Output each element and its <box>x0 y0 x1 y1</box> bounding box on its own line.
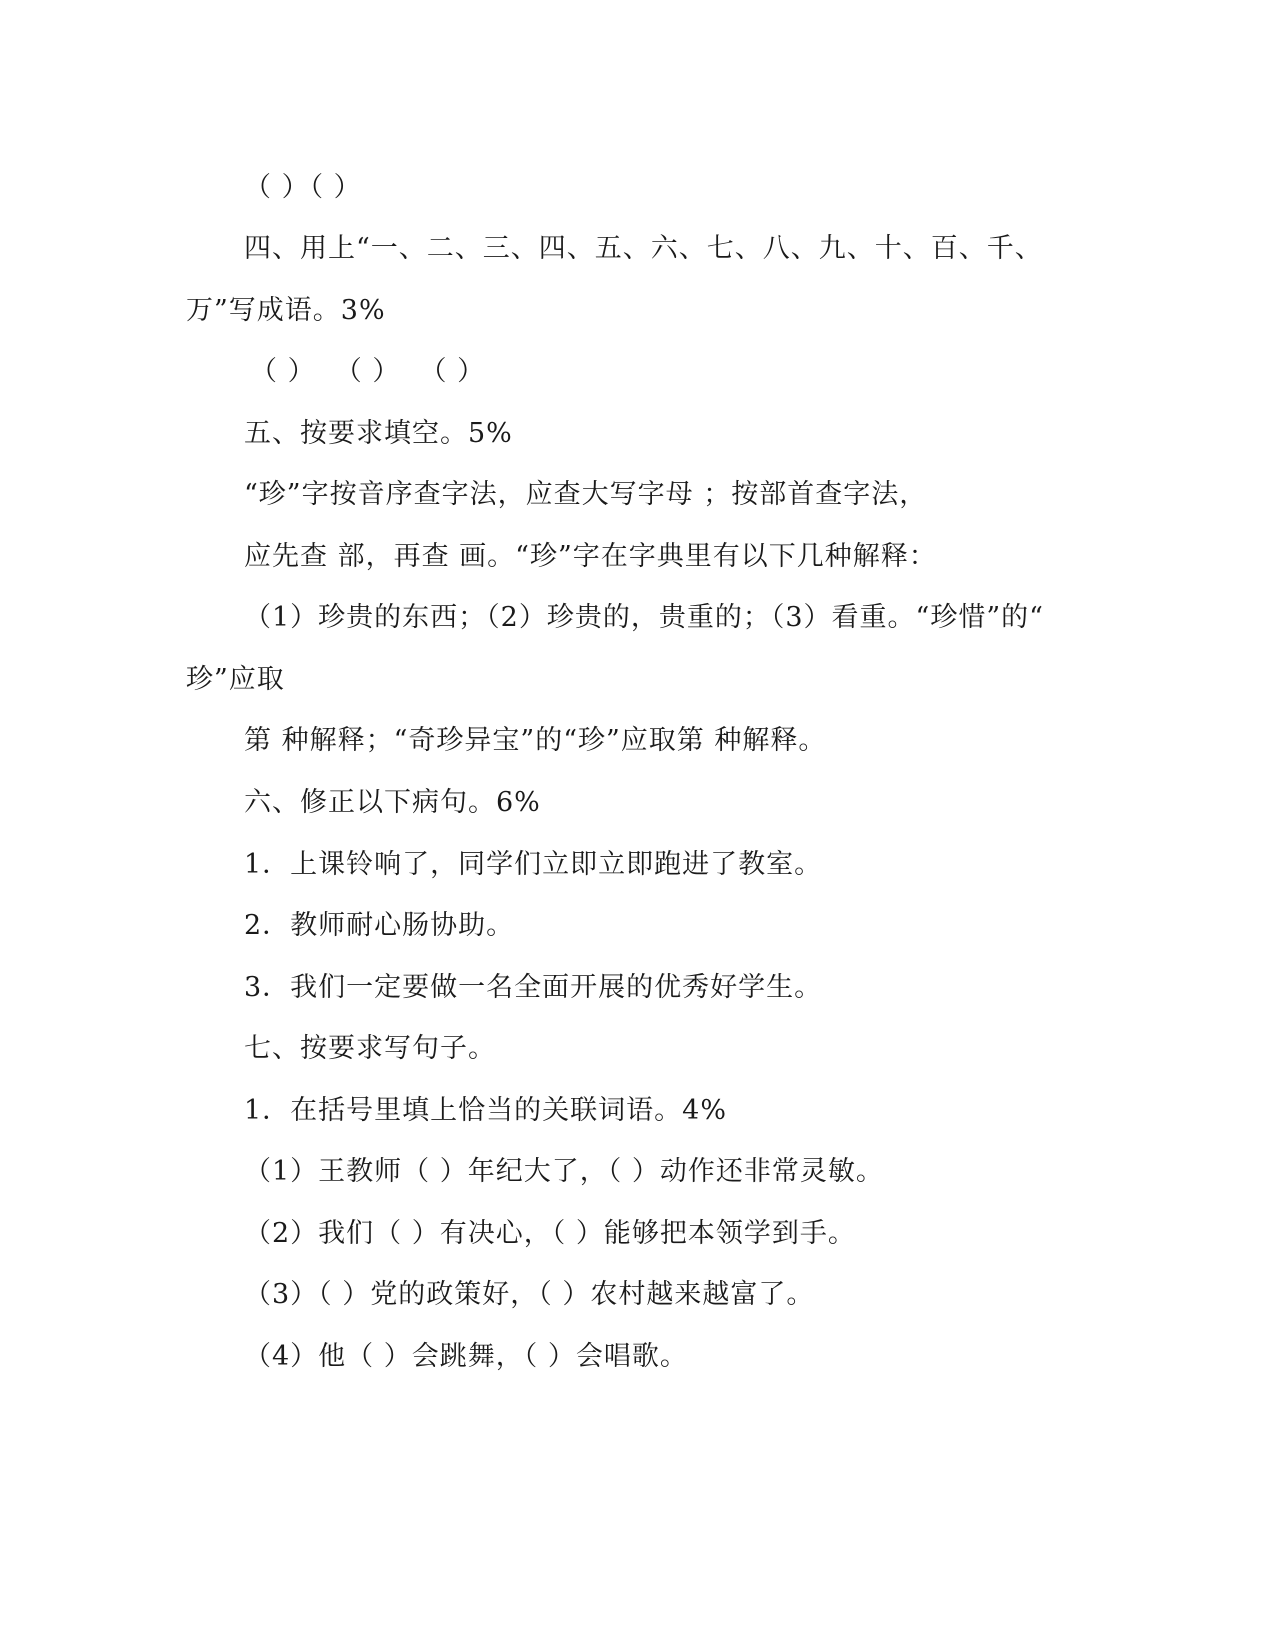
definitions-line: （1）珍贵的东西；（2）珍贵的，贵重的；（3）看重。“珍惜”的“ <box>244 602 1044 633</box>
conjunction-item-3: （3）（ ）党的政策好，（ ）农村越来越富了。 <box>244 1279 815 1310</box>
blank-brackets-line: （ ）（ ） <box>244 172 362 203</box>
section-six-heading: 六、修正以下病句。6% <box>244 787 541 818</box>
section-four-heading: 四、用上“一、二、三、四、五、六、七、八、九、十、百、千、 <box>244 233 1043 264</box>
sentence-item-2: 2．教师耐心肠协助。 <box>244 910 515 941</box>
sentence-item-1: 1．上课铃响了，同学们立即立即跑进了教室。 <box>244 849 823 880</box>
conjunction-task-heading: 1．在括号里填上恰当的关联词语。4% <box>244 1095 728 1126</box>
section-five-heading: 五、按要求填空。5% <box>244 418 513 449</box>
conjunction-item-4: （4）他（ ）会跳舞，（ ）会唱歌。 <box>244 1341 688 1372</box>
conjunction-item-2: （2）我们（ ）有决心，（ ）能够把本领学到手。 <box>244 1218 856 1249</box>
dictionary-question-line-2: 应先查 部，再查 画。“珍”字在字典里有以下几种解释： <box>244 541 937 572</box>
idiom-blanks-line: （ ） （ ） （ ） <box>250 356 486 387</box>
conjunction-item-1: （1）王教师（ ）年纪大了，（ ）动作还非常灵敏。 <box>244 1156 884 1187</box>
section-four-heading-cont: 万”写成语。3% <box>186 295 386 326</box>
definition-choice-line: 第 种解释；“奇珍异宝”的“珍”应取第 种解释。 <box>244 725 827 756</box>
section-seven-heading: 七、按要求写句子。 <box>244 1033 496 1064</box>
definitions-line-cont: 珍”应取 <box>186 664 285 695</box>
sentence-item-3: 3．我们一定要做一名全面开展的优秀好学生。 <box>244 972 823 1003</box>
dictionary-question-line-1: “珍”字按音序查字法，应查大写字母 ；按部首查字法， <box>244 479 928 510</box>
